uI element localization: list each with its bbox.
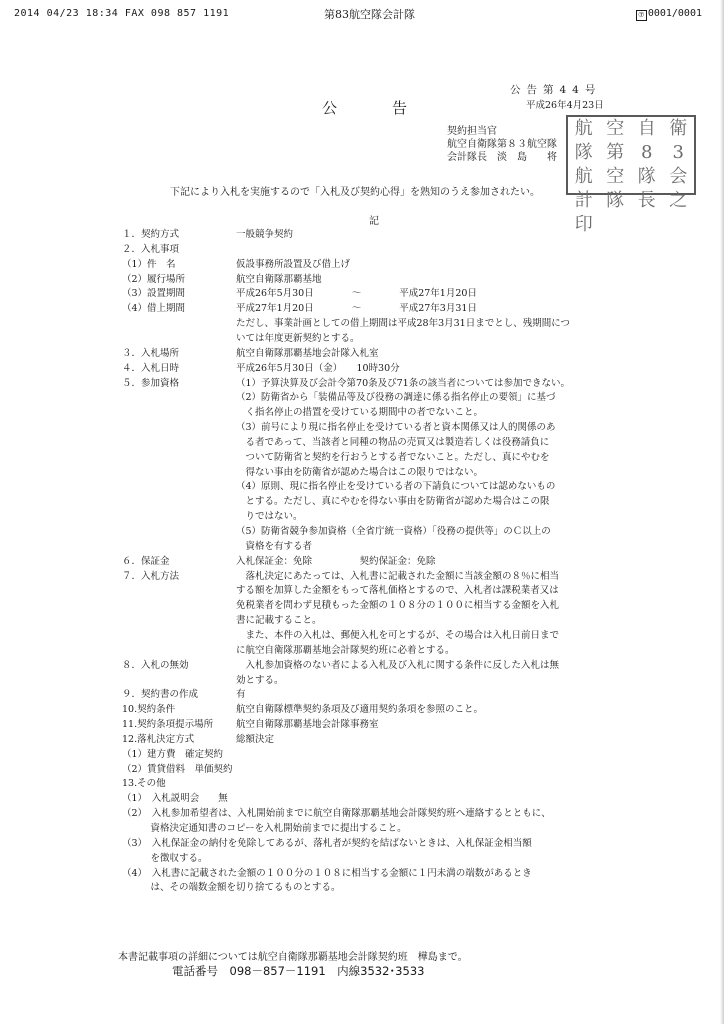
official-seal (566, 115, 696, 235)
item-value: （2）防衛省から「装備品等及び役務の調達に係る指名停止の要領」に基づ (236, 392, 556, 403)
seal-char: 航 (574, 166, 593, 187)
item-label: ８．入札の無効 (122, 660, 189, 671)
item-value: 平成26年5月30日 ～ 平成27年1月20日 (236, 288, 477, 299)
item-value: 入札参加資格のない者による入札及び入札に関する条件に反した入札は無 (236, 660, 560, 671)
item-label: ５．参加資格 (122, 378, 180, 389)
item-value: とする。ただし、真にやむを得ない事由を防衛省が認めた場合はこの限 (236, 496, 550, 507)
item-value: 免税業者を問わず見積もった金額の１０８分の１００に相当する金額を入札 (236, 600, 560, 611)
item-label: 11.契約条項提示場所 (122, 719, 214, 730)
item-label: を徴収する。 (122, 853, 208, 864)
seal-char: 隊 (606, 190, 625, 211)
scan-edge (720, 0, 724, 1024)
fax-timestamp: 2014 04/23 18:34 FAX 098 857 1191 (14, 8, 230, 19)
seal-char: 8 (641, 142, 653, 163)
item-value: 有 (236, 689, 246, 700)
seal-char: 会 (669, 166, 688, 187)
ki-heading: 記 (369, 216, 379, 227)
item-value: （1）予算決算及び会計令第70条及び71条の該当者については参加できない。 (236, 378, 571, 389)
item-label: （1）建方費 確定契約 (122, 749, 224, 760)
item-label: ９．契約書の作成 (122, 689, 199, 700)
notice-title: 公告 (322, 99, 463, 117)
item-label: （4）借上期間 (122, 303, 186, 314)
item-label: （3） 入札保証金の納付を免除してあるが、落札者が契約を結ばないときは、入札保証金相当額 (122, 838, 532, 849)
seal-char: 隊 (637, 166, 656, 187)
item-value: 平成26年5月30日（金） 10時30分 (236, 363, 400, 374)
item-value: 得ない事由を防衛省が認めた場合はこの限りではない。 (236, 467, 484, 478)
seal-char: 第 (606, 142, 625, 163)
item-value: 入札保証金：免除 契約保証金：免除 (236, 556, 436, 567)
item-value: く指名停止の措置を受けている期間中の者でないこと。 (236, 407, 484, 418)
item-label: 資格決定通知書のコピーを入札開始前までに提出すること。 (122, 823, 407, 834)
notice-date: 平成26年4月23日 (526, 100, 604, 111)
item-value: 航空自衛隊標準契約条項及び適用契約条項を参照のこと。 (236, 704, 484, 715)
item-value: 資格を有する者 (236, 541, 313, 552)
intro-text: 下記により入札を実施するので「入札及び契約心得」を熟知のうえ参加されたい。 (170, 187, 540, 198)
item-value: いては年度更新契約とする。 (236, 333, 360, 344)
item-value: （5）防衛省競争参加資格（全省庁統一資格）「役務の提供等」のＣ以上の (236, 526, 551, 537)
item-value: りではない。 (236, 511, 303, 522)
item-value: ただし、事業計画としての借上期間は平成28年3月31日までとし、残期間につ (236, 318, 571, 329)
seal-char: 計 (574, 190, 593, 211)
item-label: （2）履行場所 (122, 274, 186, 285)
seal-char: 空 (606, 166, 625, 187)
seal-char: 自 (637, 118, 656, 139)
fax-header (14, 9, 702, 23)
contact-phone: 電話番号 098－857－1191 内線3532･3533 (172, 964, 425, 978)
seal-char: 之 (669, 190, 688, 211)
item-value: 総額決定 (236, 734, 275, 745)
item-label: （4） 入札書に記載された金額の１００分の１０８に相当する金額に１円未満の端数があるとき (122, 868, 532, 879)
official-unit: 航空自衛隊第８３航空隊 (447, 139, 557, 150)
item-value: る者であって、当該者と同種の物品の売買又は製造若しくは役務請負に (236, 437, 550, 448)
seal-char: 長 (637, 190, 656, 211)
notice-number: 公告第44号 (510, 84, 602, 96)
item-value: する額を加算した金額をもって落札価格とするので、入札者は課税業者又は (236, 585, 559, 596)
item-label: （1） 入札説明会 無 (122, 793, 228, 804)
item-label: 13.その他 (122, 778, 166, 789)
item-label: ６．保証金 (122, 556, 170, 567)
seal-char: 衛 (669, 118, 688, 139)
page-icon: ⑦ (636, 10, 647, 21)
item-label: （2） 入札参加希望者は、入札開始前までに航空自衛隊那覇基地会計隊契約班へ連絡するとともに、 (122, 808, 551, 819)
item-label: （1）件 名 (122, 259, 176, 270)
fax-page-count: ⑦ 0001/0001 (636, 9, 702, 21)
item-label: は、その端数金額を切り捨てるものとする。 (122, 882, 341, 893)
item-value: 航空自衛隊那覇基地会計隊事務室 (236, 719, 379, 730)
item-value: 平成27年1月20日 ～ 平成27年3月31日 (236, 303, 477, 314)
seal-char: 隊 (574, 142, 593, 163)
item-label: ７．入札方法 (122, 571, 180, 582)
item-value: 仮設事務所設置及び借上げ (236, 259, 351, 270)
item-label: （3）設置期間 (122, 288, 186, 299)
contact-note: 本書記載事項の詳細については航空自衛隊那覇基地会計隊契約班 樺島まで。 (118, 952, 468, 963)
item-value: 一般競争契約 (236, 229, 294, 240)
official-role: 契約担当官 (447, 126, 497, 137)
item-value: また、本件の入札は、郵便入札を可とするが、その場合は入札日前日まで (236, 630, 560, 641)
seal-char: 3 (672, 142, 684, 163)
item-label: ２．入札事項 (122, 244, 180, 255)
item-label: （2）賃貸借料 単価契約 (122, 764, 233, 775)
item-value: （4）原則、現に指名停止を受けている者の下請負については認めないもの (236, 481, 556, 492)
item-value: 落札決定にあたっては、入札書に記載された金額に当該金額の８％に相当 (236, 571, 560, 582)
official-name: 会計隊長 淡 島 将 (447, 152, 557, 163)
item-label: ３．入札場所 (122, 348, 180, 359)
item-value: （3）前号により現に指名停止を受けている者と資本関係又は人的関係のあ (236, 422, 556, 433)
item-value: 書に記載すること。 (236, 615, 322, 626)
fax-sender: 第83航空隊会計隊 (324, 8, 415, 21)
seal-char: 航 (574, 118, 593, 139)
item-label: ４．入札日時 (122, 363, 180, 374)
item-value: 効とする。 (236, 675, 284, 686)
item-value: 航空自衛隊那覇基地会計隊入札室 (236, 348, 379, 359)
item-value: に航空自衛隊那覇基地会計隊契約班に必着とする。 (236, 645, 455, 656)
seal-char: 空 (606, 118, 625, 139)
item-value: 航空自衛隊那覇基地 (236, 274, 322, 285)
item-label: 12.落札決定方式 (122, 734, 195, 745)
item-label: 10.契約条件 (122, 704, 176, 715)
item-label: １．契約方式 (122, 229, 180, 240)
item-value: ついて防衛省と契約を行おうとする者でないこと。ただし、真にやむを (236, 452, 550, 463)
seal-char: 印 (574, 214, 593, 235)
